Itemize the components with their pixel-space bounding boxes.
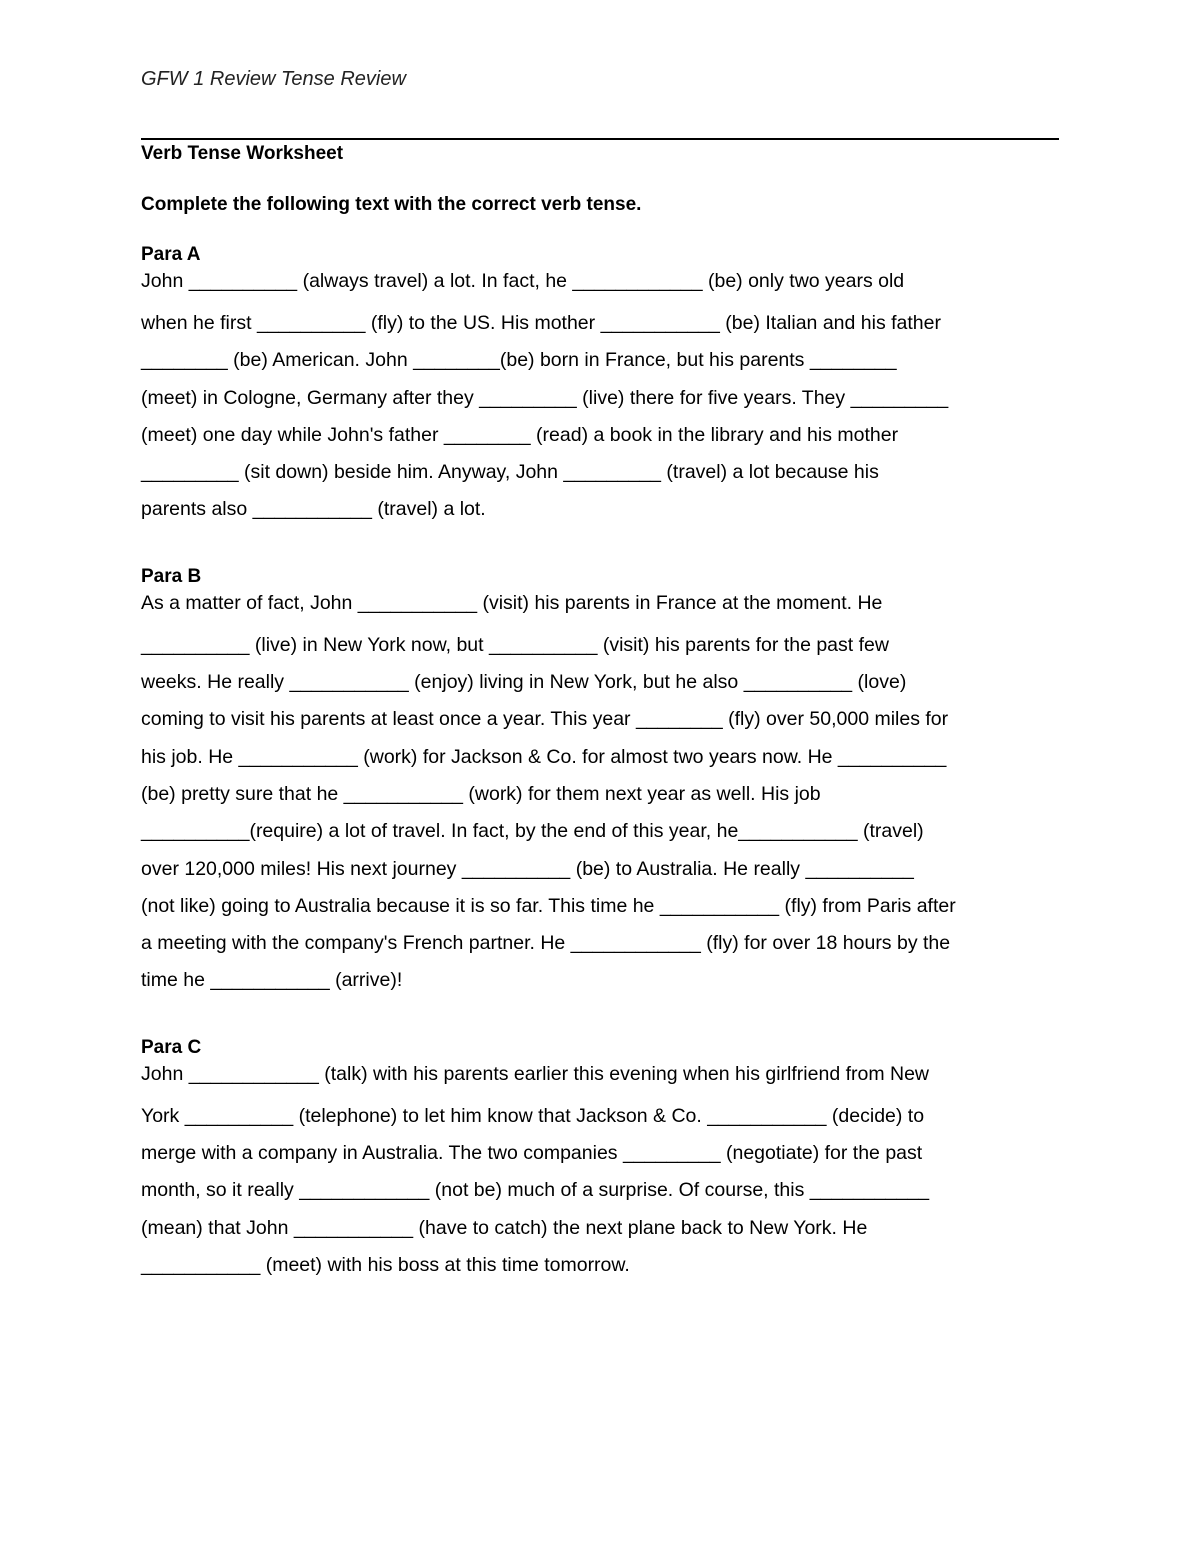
paragraph-a-line-7: parents also ___________ (travel) a lot. bbox=[141, 498, 486, 521]
paragraph-c-line-6: ___________ (meet) with his boss at this time tomorrow. bbox=[141, 1253, 630, 1276]
paragraph-b-line-4: coming to visit his parents at least once a year. This year ________ (fly) over 50,000 miles for bbox=[141, 708, 949, 731]
paragraph-b-line-3: weeks. He really ___________ (enjoy) living in New York, but he also __________ (love) bbox=[141, 671, 907, 694]
paragraph-b-line-6: (be) pretty sure that he ___________ (work) for them next year as well. His job bbox=[141, 782, 821, 805]
paragraph-b-line-1: As a matter of fact, John ___________ (visit) his parents in France at the moment. He bbox=[141, 591, 883, 614]
paragraph-a-line-3: ________ (be) American. John ________(be) born in France, but his parents ________ bbox=[141, 349, 897, 372]
paragraph-a-line-1: John __________ (always travel) a lot. In fact, he ____________ (be) only two years old bbox=[141, 270, 905, 292]
page-header-title: GFW 1 Review Tense Review bbox=[141, 68, 406, 90]
paragraph-a-line-5: (meet) one day while John's father ________ (read) a book in the library and his mother bbox=[141, 423, 899, 446]
paragraph-c-heading: Para C bbox=[141, 1036, 202, 1058]
paragraph-c-line-5: (mean) that John ___________ (have to catch) the next plane back to New York. He bbox=[141, 1216, 868, 1239]
paragraph-a-line-2: when he first __________ (fly) to the US. His mother ___________ (be) Italian and his father bbox=[141, 312, 941, 334]
paragraph-b-line-5: his job. He ___________ (work) for Jackson & Co. for almost two years now. He __________ bbox=[141, 745, 947, 768]
paragraph-b-line-2: __________ (live) in New York now, but __________ (visit) his parents for the past few bbox=[141, 633, 889, 656]
worksheet-content bbox=[141, 141, 1059, 1284]
header-divider bbox=[141, 138, 1059, 140]
paragraph-b-line-11: time he ___________ (arrive)! bbox=[141, 969, 403, 992]
paragraph-c-line-4: month, so it really ____________ (not be) much of a surprise. Of course, this ___________ bbox=[141, 1179, 930, 1202]
paragraph-a-line-4: (meet) in Cologne, Germany after they _________ (live) there for five years. They _________ bbox=[141, 386, 949, 409]
paragraph-c-line-1: John ____________ (talk) with his parents earlier this evening when his girlfriend from New bbox=[141, 1062, 930, 1085]
paragraph-c bbox=[141, 1035, 1059, 1284]
paragraph-b-heading: Para B bbox=[141, 565, 202, 587]
paragraph-a-line-6: _________ (sit down) beside him. Anyway, John _________ (travel) a lot because his bbox=[141, 461, 879, 484]
paragraph-b-line-7: __________(require) a lot of travel. In fact, by the end of this year, he___________ (travel) bbox=[141, 820, 924, 843]
paragraph-b-line-8: over 120,000 miles! His next journey __________ (be) to Australia. He really __________ bbox=[141, 857, 914, 880]
paragraph-b-line-9: (not like) going to Australia because it is so far. This time he ___________ (fly) from Paris after bbox=[141, 894, 956, 917]
paragraph-b-line-10: a meeting with the company's French partner. He ____________ (fly) for over 18 hours by the bbox=[141, 932, 951, 955]
paragraph-c-line-3: merge with a company in Australia. The two companies _________ (negotiate) for the past bbox=[141, 1142, 923, 1165]
paragraph-a bbox=[141, 242, 1059, 529]
worksheet-title: Verb Tense Worksheet bbox=[141, 143, 344, 164]
paragraph-c-line-2: York __________ (telephone) to let him know that Jackson & Co. ___________ (decide) to bbox=[141, 1104, 925, 1127]
paragraph-a-heading: Para A bbox=[141, 244, 201, 265]
worksheet-instructions: Complete the following text with the correct verb tense. bbox=[141, 194, 642, 215]
paragraph-b bbox=[141, 564, 1059, 1000]
